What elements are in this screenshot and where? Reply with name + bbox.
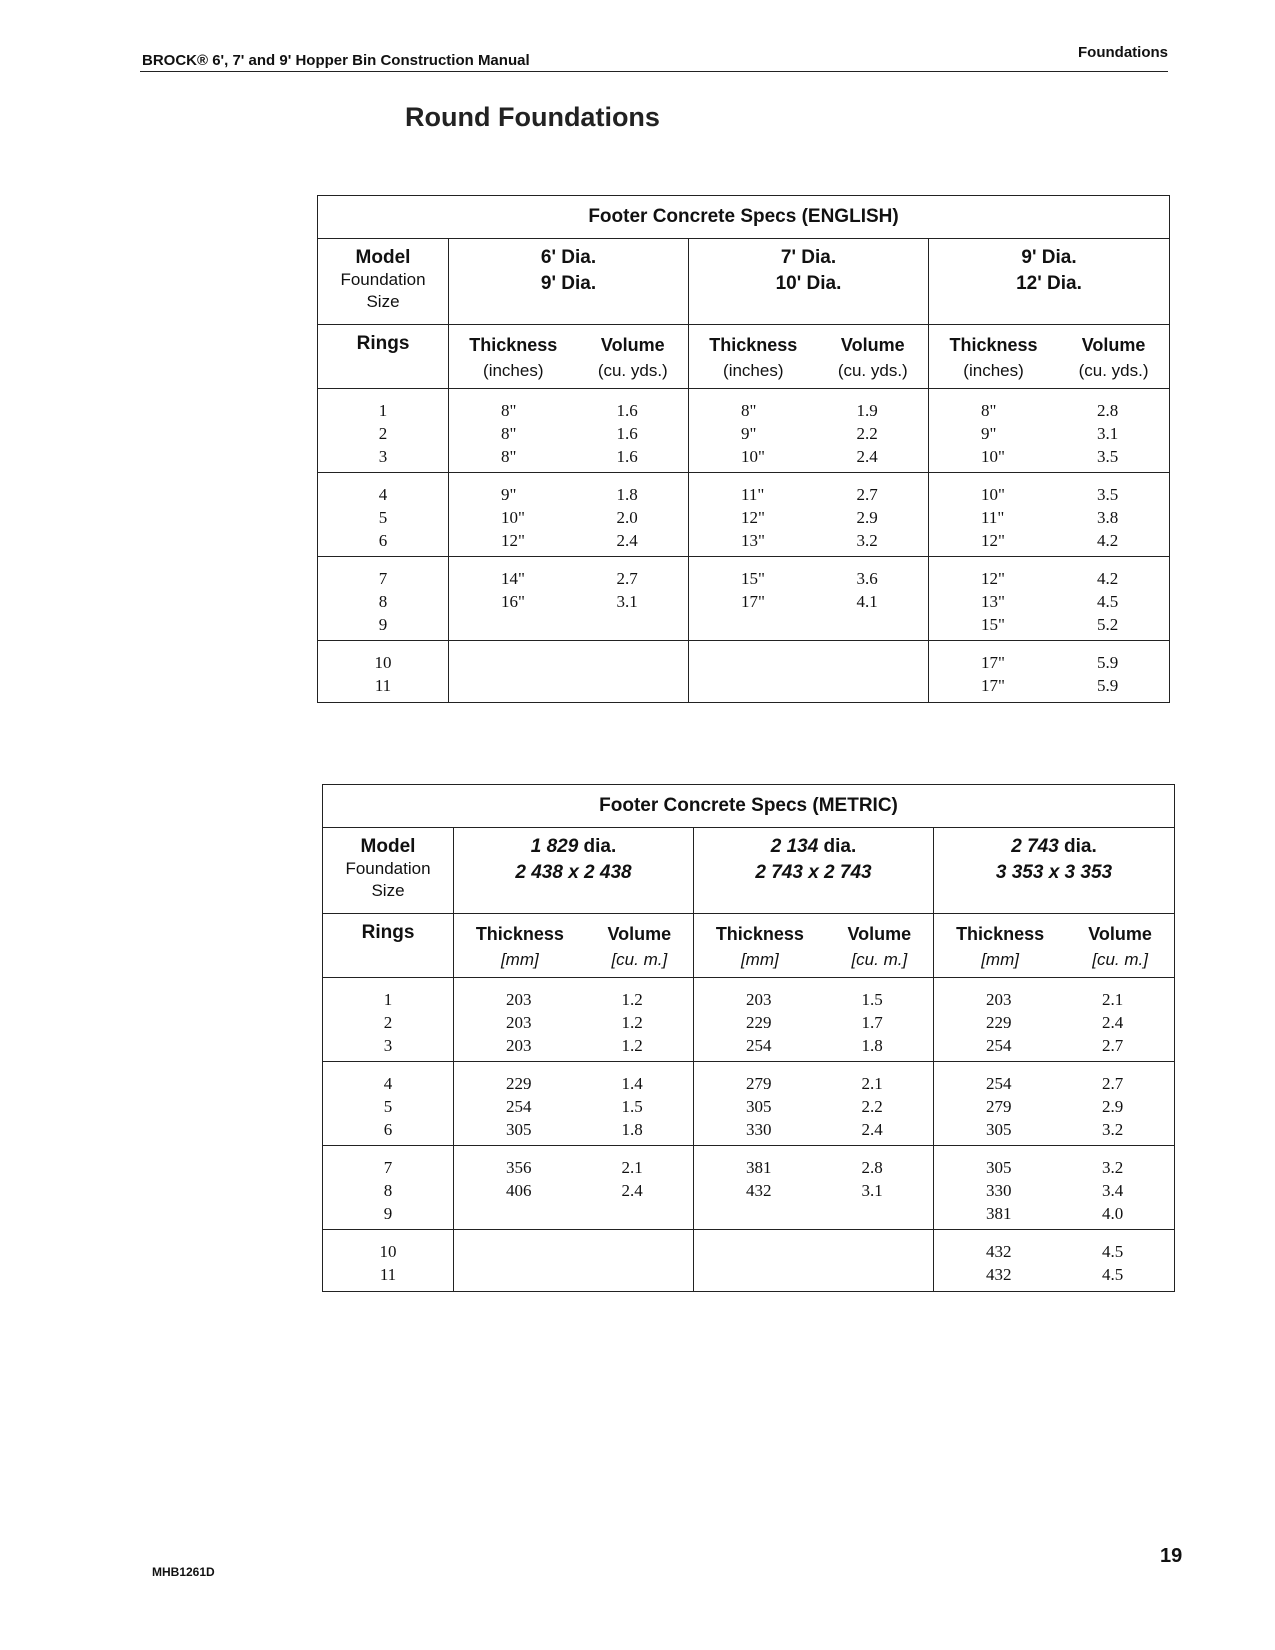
size-label: Size	[366, 292, 400, 311]
thickness-value: 13"	[741, 531, 765, 550]
model-column-header	[449, 239, 689, 325]
thickness-value: 254	[986, 1036, 1012, 1055]
volume-value: 5.9	[1097, 676, 1119, 695]
volume-value: 2.7	[856, 485, 878, 504]
volume-value: 1.2	[621, 1036, 643, 1055]
thickness-label: Thickness	[949, 335, 1038, 355]
thickness-unit: (inches)	[483, 361, 544, 380]
ring-number: 9	[378, 615, 388, 634]
ring-group-row	[318, 557, 1170, 641]
ring-number: 2	[378, 424, 388, 443]
thickness-value: 330	[986, 1181, 1012, 1200]
volume-label: Volume	[607, 924, 672, 944]
ring-group-row	[323, 1062, 1175, 1146]
ring-group-row	[323, 978, 1175, 1062]
thickness-value: 17"	[981, 653, 1005, 672]
volume-value: 2.4	[1102, 1013, 1124, 1032]
value-cell	[929, 557, 1170, 641]
ring-number: 4	[378, 485, 388, 504]
ring-number: 8	[378, 592, 388, 611]
rings-cell	[323, 1062, 454, 1146]
value-cell	[929, 641, 1170, 703]
size-label: Size	[371, 881, 405, 900]
ring-group-row	[318, 473, 1170, 557]
foundation-size: 9' Dia.	[540, 273, 597, 294]
foundation-size: 10' Dia.	[775, 273, 842, 294]
volume-value: 2.4	[616, 531, 638, 550]
model-column-header	[689, 239, 929, 325]
thickness-value: 15"	[981, 615, 1005, 634]
value-cell	[449, 389, 689, 473]
value-cell	[934, 978, 1175, 1062]
thickness-value: 406	[506, 1181, 532, 1200]
ring-number: 6	[383, 1120, 393, 1139]
model-dia: 7' Dia.	[780, 247, 837, 268]
thickness-value: 432	[986, 1265, 1012, 1284]
dia-suffix: dia.	[583, 836, 617, 857]
value-cell	[934, 1062, 1175, 1146]
volume-label: Volume	[600, 335, 665, 355]
thickness-value: 10"	[981, 485, 1005, 504]
thickness-label: Thickness	[469, 335, 558, 355]
volume-value: 2.0	[616, 508, 638, 527]
dia-suffix: dia.	[823, 836, 857, 857]
volume-value: 3.2	[1102, 1120, 1124, 1139]
volume-value: 4.0	[1102, 1204, 1124, 1223]
thickness-value: 203	[506, 1036, 532, 1055]
volume-value: 1.8	[861, 1036, 883, 1055]
thickness-value: 10"	[501, 508, 525, 527]
unit-header	[454, 914, 694, 978]
volume-value: 5.9	[1097, 653, 1119, 672]
model-header-cell	[318, 239, 449, 325]
volume-value: 1.8	[616, 485, 638, 504]
rings-cell	[318, 473, 449, 557]
thickness-unit: [mm]	[981, 950, 1019, 969]
thickness-value: 254	[746, 1036, 772, 1055]
ring-group-row	[318, 389, 1170, 473]
metric-spec-table	[322, 784, 1175, 1292]
volume-value: 3.4	[1102, 1181, 1124, 1200]
header-manual-title: BROCK® 6', 7' and 9' Hopper Bin Construction Manual	[142, 52, 530, 69]
document-id: MHB1261D	[152, 1565, 215, 1579]
thickness-value: 9"	[741, 424, 757, 443]
ring-number: 1	[378, 401, 388, 420]
thickness-value: 16"	[501, 592, 525, 611]
value-cell	[449, 473, 689, 557]
volume-value: 3.1	[616, 592, 638, 611]
value-cell	[449, 641, 689, 703]
volume-value: 3.1	[861, 1181, 883, 1200]
ring-number: 7	[378, 569, 388, 588]
thickness-value: 203	[986, 990, 1012, 1009]
thickness-value: 8"	[501, 401, 517, 420]
thickness-value: 15"	[741, 569, 765, 588]
value-cell	[449, 557, 689, 641]
rings-cell	[318, 557, 449, 641]
thickness-value: 254	[986, 1074, 1012, 1093]
thickness-value: 229	[506, 1074, 532, 1093]
value-cell	[454, 1230, 694, 1292]
volume-value: 4.1	[856, 592, 878, 611]
model-label: Model	[360, 836, 416, 857]
thickness-value: 203	[746, 990, 772, 1009]
rings-cell	[323, 1230, 454, 1292]
volume-value: 2.9	[856, 508, 878, 527]
volume-value: 3.6	[856, 569, 878, 588]
volume-value: 1.8	[621, 1120, 643, 1139]
ring-number: 3	[383, 1036, 393, 1055]
thickness-value: 9"	[981, 424, 997, 443]
thickness-value: 432	[746, 1181, 772, 1200]
thickness-label: Thickness	[709, 335, 798, 355]
foundation-label: Foundation	[345, 859, 431, 878]
thickness-value: 11"	[981, 508, 1005, 527]
rings-cell	[323, 978, 454, 1062]
ring-group-row	[323, 1146, 1175, 1230]
thickness-value: 9"	[501, 485, 517, 504]
value-cell	[934, 1230, 1175, 1292]
volume-value: 1.5	[621, 1097, 643, 1116]
volume-value: 2.2	[856, 424, 878, 443]
model-column-header	[454, 828, 694, 914]
value-cell	[689, 473, 929, 557]
thickness-unit: [mm]	[500, 950, 539, 969]
header-section-title: Foundations	[1078, 44, 1168, 61]
ring-number: 5	[378, 508, 388, 527]
ring-number: 10	[379, 1242, 397, 1261]
volume-unit: (cu. yds.)	[837, 361, 908, 380]
volume-value: 2.7	[1102, 1036, 1124, 1055]
model-dia: 9' Dia.	[1021, 247, 1077, 268]
volume-value: 2.1	[621, 1158, 643, 1177]
thickness-unit: (inches)	[723, 361, 784, 380]
volume-value: 3.2	[856, 531, 878, 550]
thickness-value: 381	[986, 1204, 1012, 1223]
volume-value: 1.6	[616, 401, 638, 420]
thickness-label: Thickness	[715, 924, 804, 944]
foundation-size: 2 438 x 2 438	[515, 862, 632, 883]
page-title: Round Foundations	[405, 102, 660, 132]
ring-number: 3	[378, 447, 388, 466]
thickness-value: 279	[746, 1074, 772, 1093]
ring-number: 11	[374, 676, 392, 695]
volume-value: 1.9	[856, 401, 878, 420]
volume-value: 2.1	[861, 1074, 883, 1093]
ring-number: 10	[374, 653, 392, 672]
thickness-value: 10"	[981, 447, 1005, 466]
ring-number: 11	[379, 1265, 397, 1284]
value-cell	[694, 1230, 934, 1292]
ring-group-row	[323, 1230, 1175, 1292]
volume-unit: (cu. yds.)	[1078, 361, 1149, 380]
model-header-cell	[323, 828, 454, 914]
value-cell	[454, 1062, 694, 1146]
thickness-value: 8"	[501, 447, 517, 466]
value-cell	[689, 557, 929, 641]
thickness-value: 11"	[741, 485, 765, 504]
value-cell	[929, 389, 1170, 473]
thickness-value: 8"	[981, 401, 997, 420]
thickness-value: 330	[746, 1120, 772, 1139]
volume-unit: (cu. yds.)	[597, 361, 668, 380]
volume-value: 3.8	[1097, 508, 1119, 527]
thickness-value: 14"	[501, 569, 525, 588]
thickness-value: 305	[986, 1158, 1012, 1177]
table-caption: Footer Concrete Specs (ENGLISH)	[318, 196, 1170, 239]
volume-value: 4.5	[1102, 1242, 1124, 1261]
thickness-value: 12"	[741, 508, 765, 527]
rings-cell	[318, 641, 449, 703]
foundation-label: Foundation	[340, 270, 426, 289]
model-column-header	[934, 828, 1175, 914]
thickness-value: 432	[986, 1242, 1012, 1261]
volume-label: Volume	[1088, 924, 1152, 944]
value-cell	[934, 1146, 1175, 1230]
thickness-value: 203	[506, 1013, 532, 1032]
header-rule	[140, 71, 1168, 72]
unit-header	[694, 914, 934, 978]
thickness-value: 305	[986, 1120, 1012, 1139]
volume-value: 1.4	[621, 1074, 643, 1093]
thickness-value: 279	[986, 1097, 1012, 1116]
rings-cell	[323, 1146, 454, 1230]
volume-value: 2.2	[861, 1097, 883, 1116]
model-dia: 2 134	[770, 836, 819, 857]
thickness-value: 13"	[981, 592, 1005, 611]
english-spec-table	[317, 195, 1170, 703]
volume-value: 2.9	[1102, 1097, 1124, 1116]
model-label: Model	[355, 247, 411, 268]
model-column-header	[929, 239, 1170, 325]
ring-number: 1	[383, 990, 393, 1009]
foundation-size: 12' Dia.	[1016, 273, 1082, 294]
model-dia: 1 829	[530, 836, 579, 857]
thickness-value: 356	[506, 1158, 532, 1177]
thickness-value: 254	[506, 1097, 532, 1116]
volume-value: 5.2	[1097, 615, 1119, 634]
rings-cell	[318, 389, 449, 473]
foundation-size: 2 743 x 2 743	[755, 862, 872, 883]
thickness-value: 8"	[501, 424, 517, 443]
thickness-value: 17"	[741, 592, 765, 611]
thickness-value: 12"	[501, 531, 525, 550]
thickness-value: 203	[506, 990, 532, 1009]
volume-value: 4.5	[1097, 592, 1119, 611]
thickness-label: Thickness	[956, 924, 1045, 944]
volume-value: 2.4	[861, 1120, 883, 1139]
thickness-value: 8"	[741, 401, 757, 420]
value-cell	[694, 978, 934, 1062]
volume-value: 1.7	[861, 1013, 883, 1032]
ring-number: 8	[383, 1181, 393, 1200]
thickness-value: 17"	[981, 676, 1005, 695]
table-caption: Footer Concrete Specs (METRIC)	[323, 785, 1175, 828]
volume-value: 2.4	[856, 447, 878, 466]
dia-suffix: dia.	[1064, 836, 1097, 857]
unit-header	[449, 325, 689, 389]
volume-value: 1.5	[861, 990, 883, 1009]
ring-number: 5	[383, 1097, 393, 1116]
volume-value: 2.7	[1102, 1074, 1124, 1093]
volume-value: 1.2	[621, 990, 643, 1009]
volume-value: 4.2	[1097, 531, 1119, 550]
value-cell	[454, 978, 694, 1062]
volume-value: 2.7	[616, 569, 638, 588]
volume-value: 3.1	[1097, 424, 1119, 443]
foundation-size: 3 353 x 3 353	[995, 862, 1113, 883]
volume-value: 1.6	[616, 424, 638, 443]
value-cell	[689, 641, 929, 703]
model-dia: 2 743	[1011, 836, 1059, 857]
thickness-label: Thickness	[475, 924, 564, 944]
volume-value: 3.5	[1097, 485, 1119, 504]
volume-value: 3.2	[1102, 1158, 1124, 1177]
thickness-value: 10"	[741, 447, 765, 466]
volume-value: 3.5	[1097, 447, 1119, 466]
value-cell	[454, 1146, 694, 1230]
page-number: 19	[1160, 1545, 1183, 1567]
value-cell	[694, 1062, 934, 1146]
volume-value: 1.6	[616, 447, 638, 466]
volume-value: 2.1	[1102, 990, 1124, 1009]
ring-number: 2	[383, 1013, 393, 1032]
volume-value: 2.8	[861, 1158, 883, 1177]
volume-label: Volume	[840, 335, 905, 355]
unit-header	[689, 325, 929, 389]
volume-value: 2.4	[621, 1181, 643, 1200]
volume-unit: [cu. m.]	[611, 950, 668, 969]
ring-number: 7	[383, 1158, 393, 1177]
thickness-value: 305	[506, 1120, 532, 1139]
unit-header	[934, 914, 1175, 978]
thickness-unit: (inches)	[963, 361, 1024, 380]
value-cell	[694, 1146, 934, 1230]
value-cell	[929, 473, 1170, 557]
volume-value: 1.2	[621, 1013, 643, 1032]
thickness-value: 229	[746, 1013, 772, 1032]
volume-value: 2.8	[1097, 401, 1119, 420]
volume-value: 4.2	[1097, 569, 1119, 588]
rings-label: Rings	[318, 325, 449, 389]
volume-value: 4.5	[1102, 1265, 1124, 1284]
volume-unit: [cu. m.]	[1092, 950, 1148, 969]
ring-number: 4	[383, 1074, 393, 1093]
value-cell	[689, 389, 929, 473]
ring-number: 9	[383, 1204, 393, 1223]
model-column-header	[694, 828, 934, 914]
thickness-value: 305	[746, 1097, 772, 1116]
ring-number: 6	[378, 531, 388, 550]
thickness-value: 229	[986, 1013, 1012, 1032]
volume-unit: [cu. m.]	[851, 950, 908, 969]
ring-group-row	[318, 641, 1170, 703]
volume-label: Volume	[847, 924, 912, 944]
unit-header	[929, 325, 1170, 389]
thickness-value: 12"	[981, 531, 1005, 550]
volume-label: Volume	[1081, 335, 1146, 355]
thickness-unit: [mm]	[740, 950, 779, 969]
thickness-value: 381	[746, 1158, 772, 1177]
rings-label: Rings	[323, 914, 454, 978]
thickness-value: 12"	[981, 569, 1005, 588]
model-dia: 6' Dia.	[540, 247, 597, 268]
